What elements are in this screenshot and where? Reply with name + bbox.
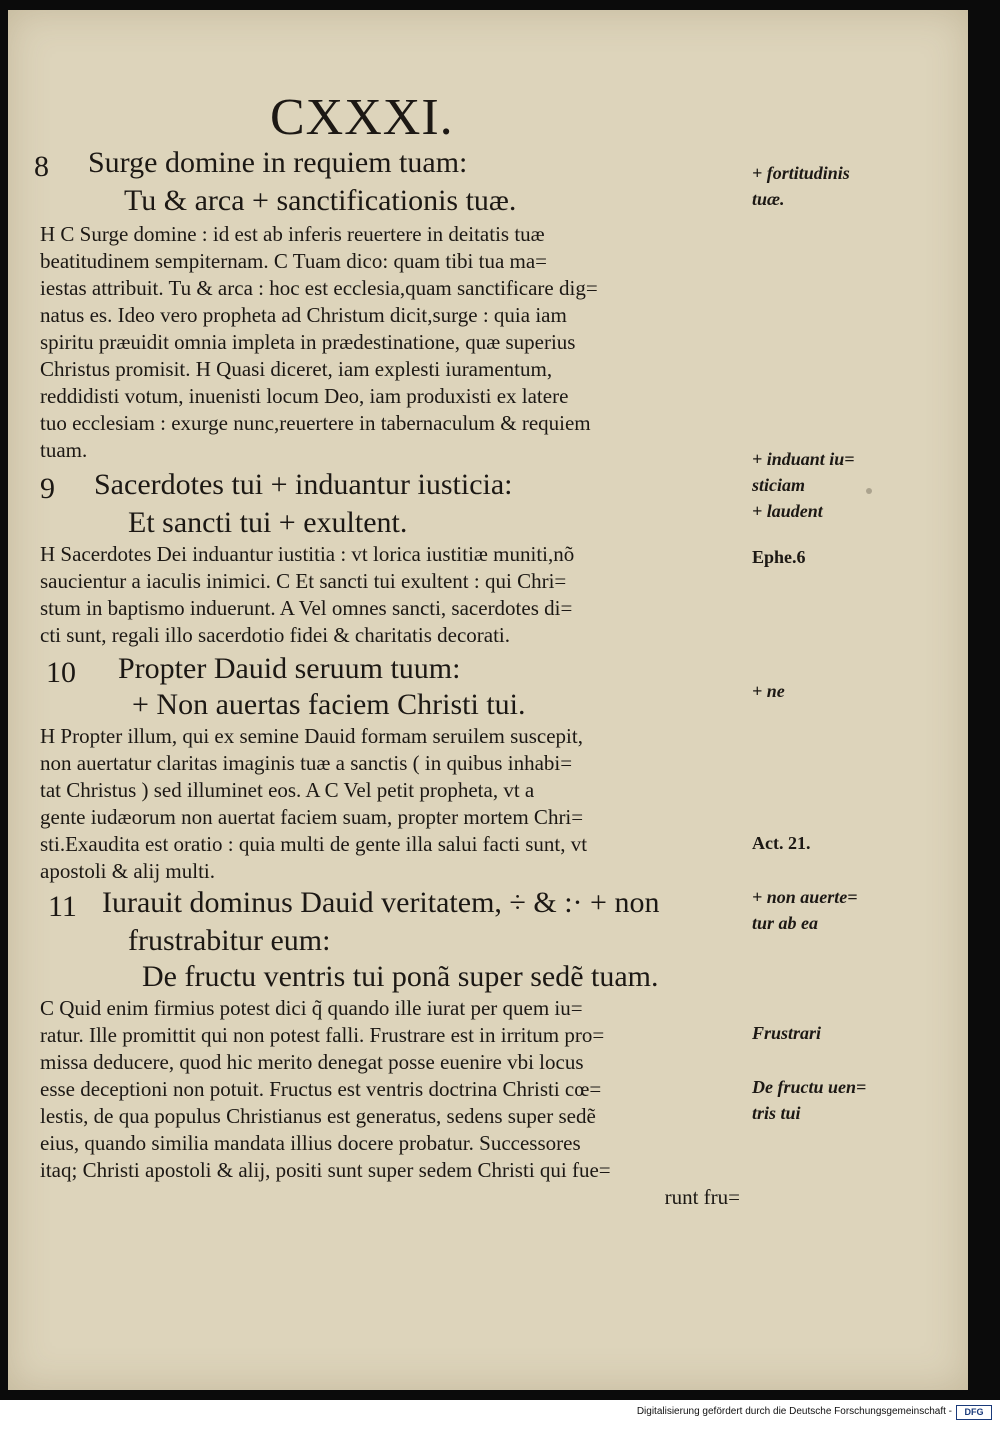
commentary-line: itaq; Christi apostoli & alij, positi sunt super sedem Christi qui fue= bbox=[40, 1158, 611, 1182]
marginal-note bbox=[752, 1074, 866, 1126]
commentary-line: missa deducere, quod hic merito denegat posse euenire vbi locus bbox=[40, 1050, 584, 1074]
commentary-line: C Quid enim firmius potest dici q̃ quando ille iurat per quem iu= bbox=[40, 996, 583, 1020]
verse-line: Et sancti tui + exultent. bbox=[128, 506, 408, 539]
verse-line: frustrabitur eum: bbox=[128, 924, 331, 957]
commentary-line: stum in baptismo induerunt. A Vel omnes sancti, sacerdotes di= bbox=[40, 596, 573, 620]
verse-line: Tu & arca + sanctificationis tuæ. bbox=[124, 184, 517, 217]
commentary-line: cti sunt, regali illo sacerdotio fidei & charitatis decorati. bbox=[40, 623, 511, 647]
commentary-block bbox=[40, 995, 740, 1211]
marginal-line: tris tui bbox=[752, 1103, 801, 1123]
commentary-line: tuo ecclesiam : exurge nunc,reuertere in tabernaculum & requiem bbox=[40, 411, 591, 435]
commentary-line: saucientur a iaculis inimici. C Et sancti tui exultent : qui Chri= bbox=[40, 569, 567, 593]
verse-line: + Non auertas faciem Christi tui. bbox=[132, 688, 526, 721]
funding-credit: Digitalisierung gefördert durch die Deutsche Forschungsgemeinschaft - bbox=[636, 1406, 952, 1417]
marginal-line: Ephe.6 bbox=[752, 547, 806, 567]
marginal-line: tuæ. bbox=[752, 189, 785, 209]
marginal-note bbox=[752, 884, 858, 936]
paper-speck bbox=[866, 488, 872, 494]
verse-line: Iurauit dominus Dauid veritatem, ÷ & :· + non bbox=[102, 886, 660, 919]
commentary-line: H Sacerdotes Dei induantur iustitia : vt lorica iustitiæ muniti,nõ bbox=[40, 542, 575, 566]
commentary-line: gente iudæorum non auertat faciem suam, propter mortem Chri= bbox=[40, 805, 584, 829]
verse-number: 9 bbox=[40, 472, 55, 505]
verse-number: 11 bbox=[48, 890, 77, 923]
verse-line: Sacerdotes tui + induantur iusticia: bbox=[94, 468, 513, 501]
commentary-line: apostoli & alij multi. bbox=[40, 859, 215, 883]
commentary-line: natus es. Ideo vero propheta ad Christum dicit,surge : quia iam bbox=[40, 303, 567, 327]
marginal-line: De fructu uen= bbox=[752, 1077, 867, 1097]
verse-number: 10 bbox=[46, 656, 76, 689]
commentary-line: lestis, de qua populus Christianus est generatus, sedens super sedẽ bbox=[40, 1104, 596, 1128]
commentary-line: runt fru= bbox=[664, 1185, 740, 1209]
marginal-line: + laudent bbox=[752, 501, 823, 521]
marginal-line: + induant iu= bbox=[752, 449, 855, 469]
commentary-line: Christus promisit. H Quasi diceret, iam explesti iuramentum, bbox=[40, 357, 553, 381]
marginal-line: + ne bbox=[752, 681, 785, 701]
commentary-line: esse deceptioni non potuit. Fructus est ventris doctrina Christi cœ= bbox=[40, 1077, 602, 1101]
dfg-logo: DFG bbox=[956, 1405, 992, 1420]
commentary-line: iestas attribuit. Tu & arca : hoc est ecclesia,quam sanctificare dig= bbox=[40, 276, 598, 300]
verse-line: De fructu ventris tui ponã super sedẽ tuam. bbox=[142, 960, 659, 993]
marginal-line: + fortitudinis bbox=[752, 163, 850, 183]
marginal-line: Act. 21. bbox=[752, 833, 811, 853]
commentary-line: beatitudinem sempiternam. C Tuam dico: quam tibi tua ma= bbox=[40, 249, 548, 273]
commentary-block bbox=[40, 541, 740, 649]
commentary-line: tat Christus ) sed illuminet eos. A C Vel petit propheta, vt a bbox=[40, 778, 535, 802]
commentary-line: non auertatur claritas imaginis tuæ a sanctis ( in quibus inhabi= bbox=[40, 751, 573, 775]
marginal-note bbox=[752, 160, 850, 212]
marginal-line: Frustrari bbox=[752, 1023, 822, 1043]
marginal-line: + non auerte= bbox=[752, 887, 858, 907]
marginal-line: tur ab ea bbox=[752, 913, 819, 933]
commentary-block bbox=[40, 723, 740, 885]
footer-bar bbox=[0, 1400, 1000, 1429]
marginal-note bbox=[752, 1020, 821, 1046]
marginal-note bbox=[752, 446, 855, 524]
commentary-line: H C Surge domine : id est ab inferis reuertere in deitatis tuæ bbox=[40, 222, 545, 246]
verse-line: Propter Dauid seruum tuum: bbox=[118, 652, 461, 685]
marginal-note bbox=[752, 544, 806, 570]
commentary-line: eius, quando similia mandata illius docere probatur. Successores bbox=[40, 1131, 581, 1155]
marginal-line: sticiam bbox=[752, 475, 805, 495]
commentary-block bbox=[40, 221, 740, 464]
commentary-line: sti.Exaudita est oratio : quia multi de gente illa salui facti sunt, vt bbox=[40, 832, 588, 856]
verse-line: Surge domine in requiem tuam: bbox=[88, 146, 468, 179]
verse-number: 8 bbox=[34, 150, 49, 183]
marginal-note bbox=[752, 830, 810, 856]
commentary-line: ratur. Ille promittit qui non potest falli. Frustrare est in irritum pro= bbox=[40, 1023, 605, 1047]
commentary-line: tuam. bbox=[40, 438, 88, 462]
commentary-line: spiritu præuidit omnia impleta in prædestinatione, quæ superius bbox=[40, 330, 576, 354]
folio-number: CXXXI. bbox=[270, 89, 454, 146]
marginal-note bbox=[752, 678, 785, 704]
commentary-line: H Propter illum, qui ex semine Dauid formam seruilem suscepit, bbox=[40, 724, 583, 748]
commentary-line: reddidisti votum, inuenisti locum Deo, iam produxisti ex latere bbox=[40, 384, 569, 408]
